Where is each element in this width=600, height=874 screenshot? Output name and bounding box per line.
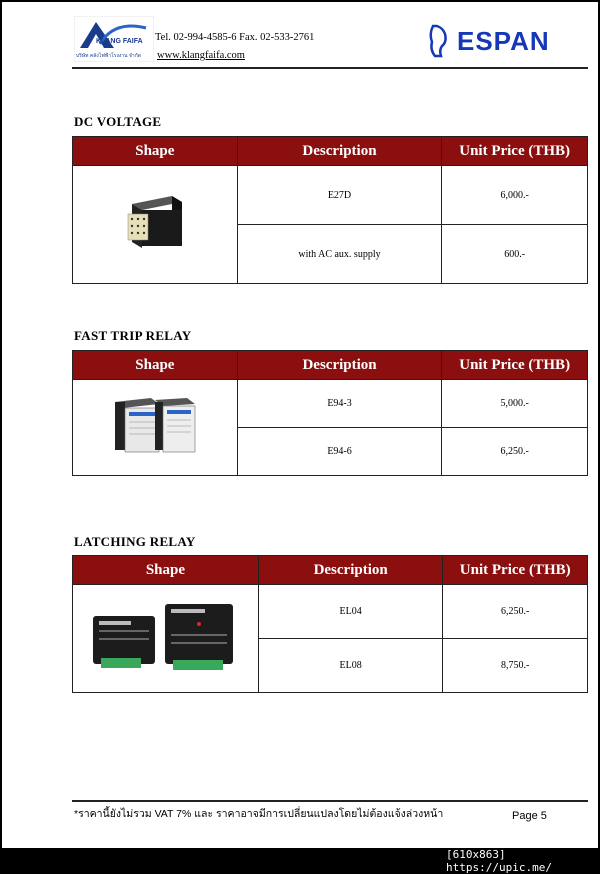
price-table-latching-relay [72, 555, 588, 693]
brand-name: ESPAN [457, 26, 550, 56]
espan-map-icon [427, 24, 455, 58]
logo-name: KLANG FAIFA [96, 38, 143, 45]
row-price: 600.- [442, 225, 588, 284]
header-shape: Shape [73, 556, 259, 585]
row-description: with AC aux. supply [237, 225, 442, 284]
product-image-cell [73, 166, 238, 284]
website-link[interactable]: www.klangfaifa.com [157, 50, 245, 61]
product-image-cell [73, 380, 238, 476]
section-title-fast-trip-relay: FAST TRIP RELAY [74, 328, 192, 343]
header-description: Description [258, 556, 443, 585]
row-description: E94-6 [237, 428, 442, 476]
header-shape: Shape [73, 351, 238, 380]
header-shape: Shape [73, 137, 238, 166]
row-price: 5,000.- [442, 380, 588, 428]
header-divider [72, 67, 588, 69]
header-unit-price: Unit Price (THB) [443, 556, 588, 585]
row-description: E27D [237, 166, 442, 225]
header-description: Description [237, 351, 442, 380]
row-description: E94-3 [237, 380, 442, 428]
price-table-dc-voltage [72, 136, 588, 284]
row-description: EL04 [258, 585, 443, 639]
footnote: *ราคานี้ยังไม่รวม VAT 7% และ ราคาอาจมีการเปลี่ยนแปลงโดยไม่ต้องแจ้งล่วงหน้า [74, 808, 444, 820]
espan-logo [427, 24, 582, 58]
page-number: Page 5 [512, 810, 547, 822]
row-price: 8,750.- [443, 639, 588, 693]
header-description: Description [237, 137, 442, 166]
row-description: EL08 [258, 639, 443, 693]
price-table-fast-trip-relay [72, 350, 588, 476]
page-header [2, 2, 598, 70]
section-title-latching-relay: LATCHING RELAY [74, 534, 196, 549]
row-price: 6,250.- [443, 585, 588, 639]
latching-relay-icon [85, 594, 245, 680]
footer-divider [72, 800, 588, 802]
row-price: 6,250.- [442, 428, 588, 476]
row-price: 6,000.- [442, 166, 588, 225]
product-image-cell [73, 585, 259, 693]
dc-voltage-relay-icon [120, 192, 190, 254]
document-page [2, 2, 598, 848]
image-watermark: [610x863] https://upic.me/ [446, 848, 552, 874]
fast-trip-relay-icon [111, 394, 199, 458]
logo-thai-name: บริษัท คลังไฟฟ้าโรงงาน จำกัด [76, 53, 141, 59]
klang-faifa-logo [74, 16, 154, 62]
header-unit-price: Unit Price (THB) [442, 351, 588, 380]
contact-info: Tel. 02-994-4585-6 Fax. 02-533-2761 [155, 32, 315, 43]
section-title-dc-voltage: DC VOLTAGE [74, 114, 162, 129]
header-unit-price: Unit Price (THB) [442, 137, 588, 166]
